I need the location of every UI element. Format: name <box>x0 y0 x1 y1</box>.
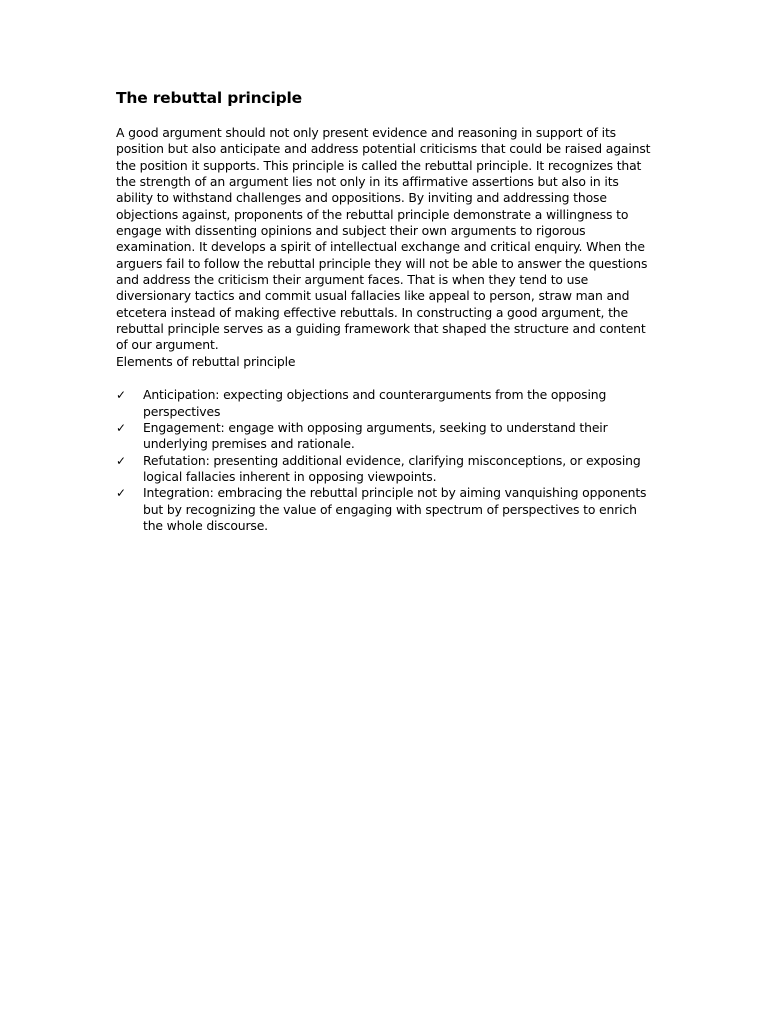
list-item-text: Engagement: engage with opposing arguments, seeking to understand their underlying premises and rationale. <box>143 419 608 452</box>
body-paragraph: A good argument should not only present evidence and reasoning in support of its position but also anticipate and address potential criticisms that could be raised against the position it supports. This principle is called the rebuttal principle. It recognizes that the strength of an argument lies not only in its affirmative assertions but also in its ability to withstand challenges and oppositions. By inviting and addressing those objections against, proponents of the rebuttal principle demonstrate a willingness to engage with dissenting opinions and subject their own arguments to rigorous examination. It develops a spirit of intellectual exchange and critical enquiry. When the arguers fail to follow the rebuttal principle they will not be able to answer the questions and address the criticism their argument faces. That is when they tend to use diversionary tactics and commit usual fallacies like appeal to person, straw man and etcetera instead of making effective rebuttals. In constructing a good argument, the rebuttal principle serves as a guiding framework that shaped the structure and content of our argument. <box>116 125 651 353</box>
elements-list <box>116 387 652 534</box>
document-page <box>116 86 652 534</box>
list-item-text: Integration: embracing the rebuttal principle not by aiming vanquishing opponents but by recognizing the value of engaging with spectrum of perspectives to enrich the whole discourse. <box>143 485 647 533</box>
list-item-text: Anticipation: expecting objections and counterarguments from the opposing perspectives <box>143 387 607 419</box>
list-item <box>116 485 652 534</box>
list-item <box>116 453 652 486</box>
list-item <box>116 420 652 453</box>
checkmark-icon: ✓ <box>116 453 126 468</box>
checkmark-icon: ✓ <box>116 420 126 435</box>
checkmark-icon: ✓ <box>116 388 126 403</box>
elements-heading: Elements of rebuttal principle <box>116 353 296 369</box>
list-item <box>116 387 652 420</box>
checkmark-icon: ✓ <box>116 486 126 501</box>
document-title: The rebuttal principle <box>116 89 302 107</box>
list-item-text: Refutation: presenting additional evidence, clarifying misconceptions, or exposing logical fallacies inherent in opposing viewpoints. <box>143 452 641 484</box>
